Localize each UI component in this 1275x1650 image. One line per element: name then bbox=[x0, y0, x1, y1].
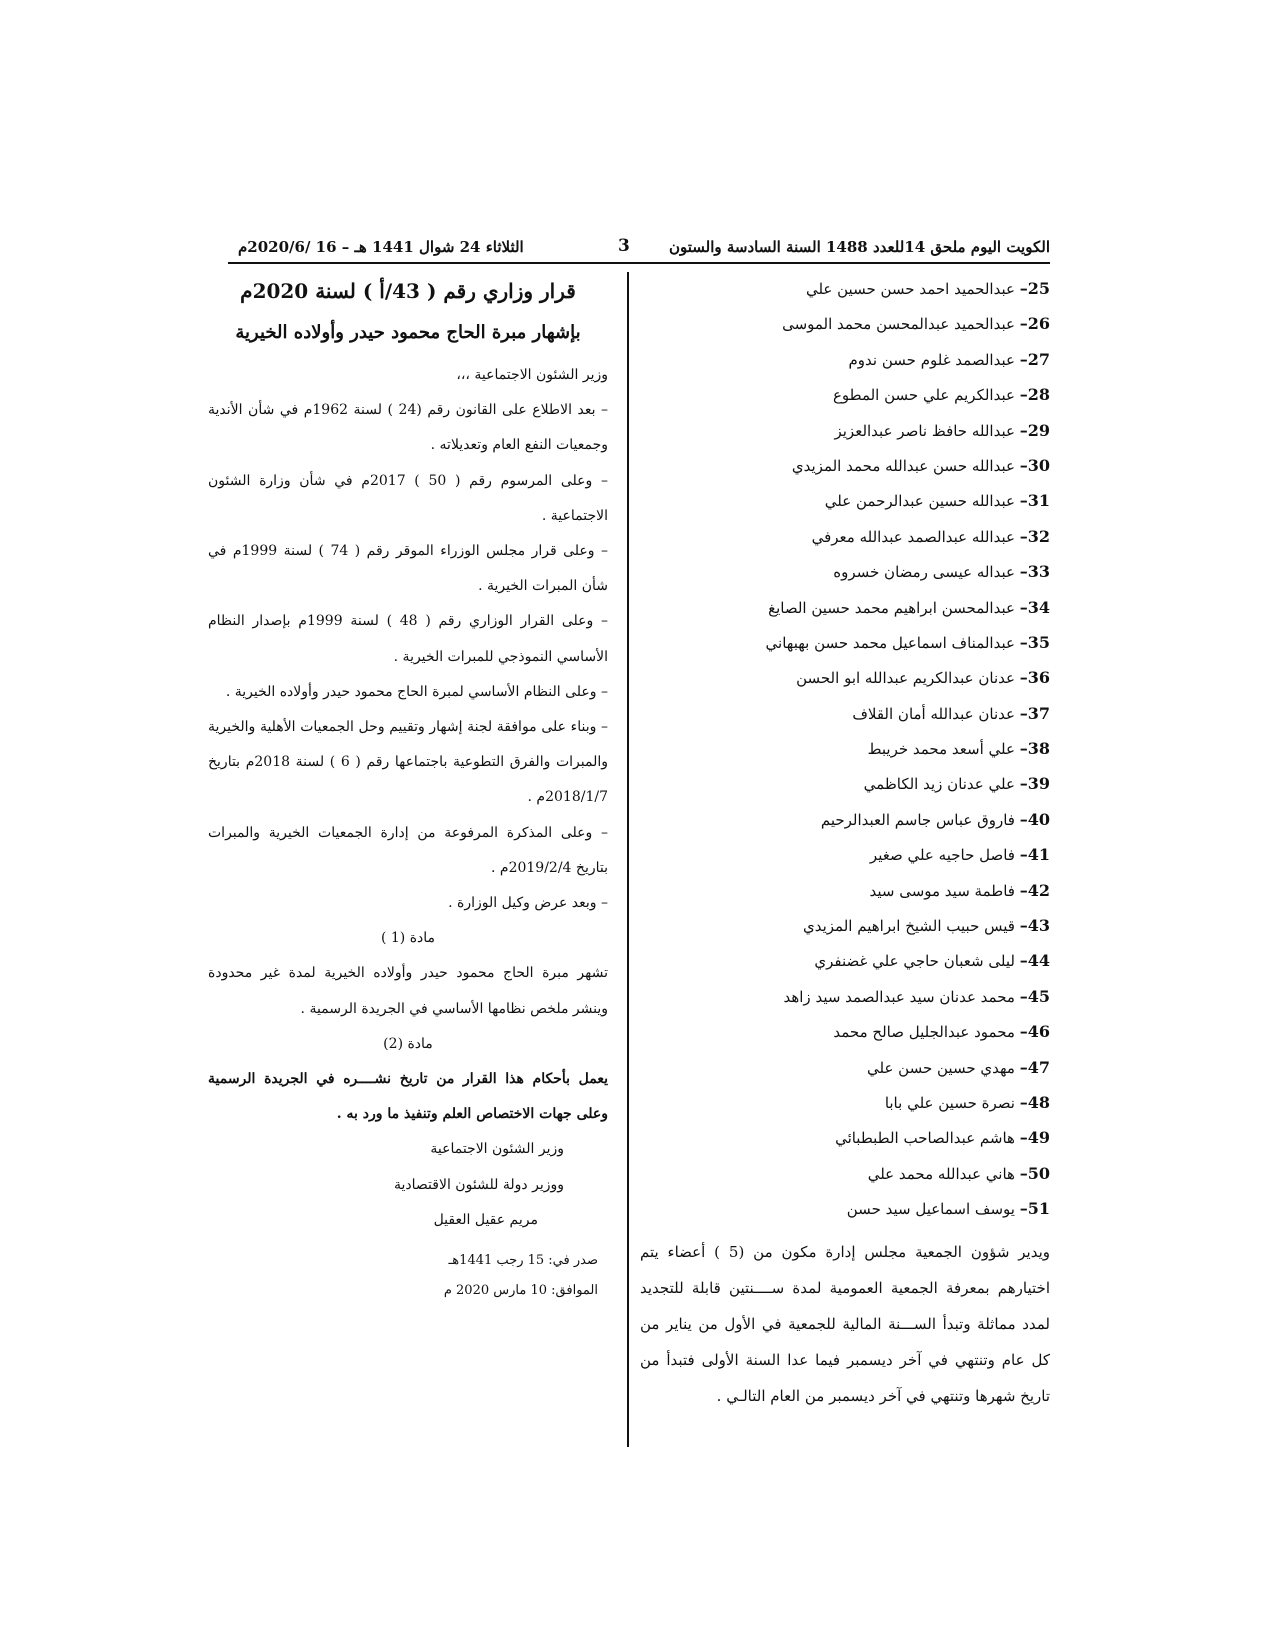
list-item bbox=[640, 309, 1050, 344]
list-item-number: 33– bbox=[1019, 562, 1050, 582]
list-item-name: عبدالحميد احمد حسن حسين علي bbox=[805, 280, 1015, 298]
list-item-number: 41– bbox=[1019, 845, 1050, 865]
list-item bbox=[640, 1123, 1050, 1158]
list-item-number: 45– bbox=[1019, 986, 1050, 1006]
list-item-name: فاروق عباس جاسم العبدالرحيم bbox=[820, 810, 1015, 829]
list-item-number: 31– bbox=[1019, 491, 1050, 511]
list-item-number: 51– bbox=[1019, 1199, 1050, 1219]
board-paragraph: ويدير شؤون الجمعية مجلس إدارة مكون من (5 ) أعضاء يتم اختيارهم بمعرفة الجمعية العمومية لمدة ســــنتين قابلة للتجديد لمدد مماثلة وتبدأ الســـنة المالية للجمعية في الأول من يناير من كل عام وتنتهي في آخر ديسمبر فيما عدا السنة الأولى فتبدأ من تاريخ شهرها وتنتهي في آخر ديسمبر من العام التالـي . bbox=[640, 1242, 1051, 1405]
list-item-name: عبدالمناف اسماعيل محمد حسن بهبهاني bbox=[765, 633, 1015, 652]
issued-date: صدر في: 15 رجب 1441هـ bbox=[448, 1253, 598, 1269]
list-item-name: عبدالله حافظ ناصر عبدالعزيز bbox=[834, 421, 1015, 440]
signature-name: مريم عقيل العقيل bbox=[433, 1211, 538, 1228]
list-item-name: علي أسعد محمد خريبط bbox=[867, 740, 1015, 759]
list-item bbox=[640, 1053, 1050, 1088]
list-item bbox=[640, 1159, 1050, 1194]
preamble-clause: – وبعد عرض وكيل الوزارة . bbox=[448, 895, 608, 912]
preamble-clause: – وعلى القرار الوزاري رقم ( 48 ) لسنة 1999م بإصدار النظام الأساسي النموذجي للمبرات الخيرية . bbox=[208, 613, 608, 665]
list-item-name: محمد عدنان سيد عبدالصمد سيد زاهد bbox=[783, 987, 1015, 1006]
list-item-number: 30– bbox=[1019, 455, 1050, 475]
decree-title: قرار وزاري رقم ( 43/أ ) لسنة 2020م bbox=[240, 279, 576, 303]
header-date: الثلاثاء 24 شوال 1441 هـ – 16 /2020/6م bbox=[238, 238, 524, 256]
left-column bbox=[208, 274, 608, 1306]
list-item-number: 39– bbox=[1019, 774, 1050, 794]
list-item-name: عدنان عبدالله أمان القلاف bbox=[852, 704, 1015, 723]
corresponding-date: الموافق: 10 مارس 2020 م bbox=[443, 1283, 598, 1299]
list-item bbox=[640, 699, 1050, 734]
list-item-number: 43– bbox=[1019, 916, 1050, 936]
list-item-number: 32– bbox=[1019, 526, 1050, 546]
minister-intro: وزير الشئون الاجتماعية ،،، bbox=[456, 367, 608, 383]
article-2-heading: مادة (2) bbox=[383, 1035, 433, 1052]
list-item-number: 50– bbox=[1019, 1163, 1050, 1183]
list-item-name: فاصل حاجيه علي صغير bbox=[869, 846, 1015, 865]
list-item bbox=[640, 628, 1050, 663]
list-item-name: نصرة حسين علي بابا bbox=[884, 1093, 1015, 1112]
preamble-clause: – وعلى المرسوم رقم ( 50 ) 2017م في شأن وزارة الشئون الاجتماعية . bbox=[208, 472, 608, 524]
list-item bbox=[640, 946, 1050, 981]
list-item-number: 42– bbox=[1019, 880, 1050, 900]
list-item-name: عبداله عيسى رمضان خسروه bbox=[833, 563, 1015, 582]
list-item-name: محمود عبدالجليل صالح محمد bbox=[833, 1023, 1015, 1042]
list-item bbox=[640, 769, 1050, 804]
list-item-name: عبدالكريم علي حسن المطوع bbox=[832, 386, 1015, 405]
list-item bbox=[640, 663, 1050, 698]
article-2-text: يعمل بأحكام هذا القرار من تاريخ نشــــره في الجريدة الرسمية وعلى جهات الاختصاص العلم وتنفيذ ما ورد به . bbox=[208, 1071, 608, 1123]
preamble-clause: – وعلى المذكرة المرفوعة من إدارة الجمعيات الخيرية والمبرات بتاريخ 2019/2/4م . bbox=[208, 824, 608, 876]
list-item-name: عبدالمحسن ابراهيم محمد حسين الصايغ bbox=[768, 598, 1015, 617]
list-item-number: 29– bbox=[1019, 420, 1050, 440]
preamble-clause: – بعد الاطلاع على القانون رقم (24 ) لسنة 1962م في شأن الأندية وجمعيات النفع العام وتعديلاته . bbox=[208, 402, 608, 454]
list-item-name: هاشم عبدالصاحب الطبطبائي bbox=[835, 1129, 1015, 1148]
list-item-name: عبدالله عبدالصمد عبدالله معرفي bbox=[811, 527, 1015, 546]
list-item-name: عبدالله حسين عبدالرحمن علي bbox=[824, 492, 1015, 511]
list-item bbox=[640, 876, 1050, 911]
list-item-number: 37– bbox=[1019, 703, 1050, 723]
list-item-number: 48– bbox=[1019, 1092, 1050, 1112]
list-item-name: هاني عبدالله محمد علي bbox=[867, 1164, 1015, 1183]
list-item-number: 49– bbox=[1019, 1128, 1050, 1148]
list-item-number: 25– bbox=[1019, 279, 1050, 298]
list-item bbox=[640, 911, 1050, 946]
list-item-name: علي عدنان زيد الكاظمي bbox=[863, 775, 1015, 794]
list-item-name: ليلى شعبان حاجي علي غضنفري bbox=[814, 952, 1015, 971]
list-item-number: 47– bbox=[1019, 1057, 1050, 1077]
list-item bbox=[640, 593, 1050, 628]
article-1-heading: مادة (1 ) bbox=[380, 930, 436, 947]
list-item bbox=[640, 380, 1050, 415]
header-publication-info: الكويت اليوم ملحق 14للعدد 1488 السنة السادسة والستون bbox=[668, 238, 1050, 256]
column-divider bbox=[627, 272, 629, 1447]
preamble-list bbox=[208, 393, 608, 921]
list-item bbox=[640, 734, 1050, 769]
signature-title-2: ووزير دولة للشئون الاقتصادية bbox=[394, 1176, 564, 1193]
list-item bbox=[640, 1017, 1050, 1052]
list-item-number: 35– bbox=[1019, 632, 1050, 652]
list-item-name: مهدي حسين حسن علي bbox=[866, 1058, 1015, 1077]
preamble-clause: – وعلى قرار مجلس الوزراء الموقر رقم ( 74 ) لسنة 1999م في شأن المبرات الخيرية . bbox=[208, 543, 608, 595]
list-item bbox=[640, 805, 1050, 840]
list-item-name: عدنان عبدالكريم عبدالله ابو الحسن bbox=[796, 669, 1015, 688]
right-column bbox=[640, 274, 1050, 1414]
list-item-number: 26– bbox=[1019, 314, 1050, 334]
list-item-name: يوسف اسماعيل سيد حسن bbox=[846, 1200, 1015, 1219]
decree-subtitle: بإشهار مبرة الحاج محمود حيدر وأولاده الخيرية bbox=[235, 322, 581, 343]
page-header bbox=[228, 234, 1050, 264]
list-item-number: 28– bbox=[1019, 385, 1050, 405]
list-item-number: 27– bbox=[1019, 349, 1050, 369]
list-item bbox=[640, 522, 1050, 557]
list-item bbox=[640, 345, 1050, 380]
page-number: 3 bbox=[618, 236, 630, 256]
list-item bbox=[640, 557, 1050, 592]
preamble-clause: – وعلى النظام الأساسي لمبرة الحاج محمود حيدر وأولاده الخيرية . bbox=[225, 683, 608, 700]
list-item bbox=[640, 840, 1050, 875]
list-item bbox=[640, 416, 1050, 451]
list-item-name: عبدالصمد غلوم حسن ندوم bbox=[848, 350, 1015, 369]
list-item bbox=[640, 1088, 1050, 1123]
list-item bbox=[640, 1194, 1050, 1229]
list-item-number: 44– bbox=[1019, 951, 1050, 971]
list-item-number: 46– bbox=[1019, 1022, 1050, 1042]
list-item-number: 34– bbox=[1019, 597, 1050, 617]
list-item bbox=[640, 982, 1050, 1017]
list-item bbox=[640, 451, 1050, 486]
preamble-clause: – وبناء على موافقة لجنة إشهار وتقييم وحل الجمعيات الأهلية والخيرية والمبرات والفرق التطوعية باجتماعها رقم ( 6 ) لسنة 2018م بتاريخ 2018/1/7م . bbox=[208, 719, 608, 806]
list-item-name: قيس حبيب الشيخ ابراهيم المزيدي bbox=[802, 917, 1015, 936]
list-item bbox=[640, 486, 1050, 521]
list-item-number: 36– bbox=[1019, 668, 1050, 688]
signature-title-1: وزير الشئون الاجتماعية bbox=[430, 1141, 564, 1158]
names-list bbox=[640, 274, 1050, 1230]
list-item-number: 40– bbox=[1019, 809, 1050, 829]
list-item-name: عبدالحميد عبدالمحسن محمد الموسى bbox=[782, 315, 1015, 334]
list-item-name: فاطمة سيد موسى سيد bbox=[869, 881, 1015, 900]
list-item-number: 38– bbox=[1019, 739, 1050, 759]
list-item bbox=[640, 274, 1050, 309]
article-1-text: تشهر مبرة الحاج محمود حيدر وأولاده الخيرية لمدة غير محدودة وينشر ملخص نظامها الأساسي في الجريدة الرسمية . bbox=[208, 965, 608, 1017]
list-item-name: عبدالله حسن عبدالله محمد المزيدي bbox=[791, 456, 1015, 475]
